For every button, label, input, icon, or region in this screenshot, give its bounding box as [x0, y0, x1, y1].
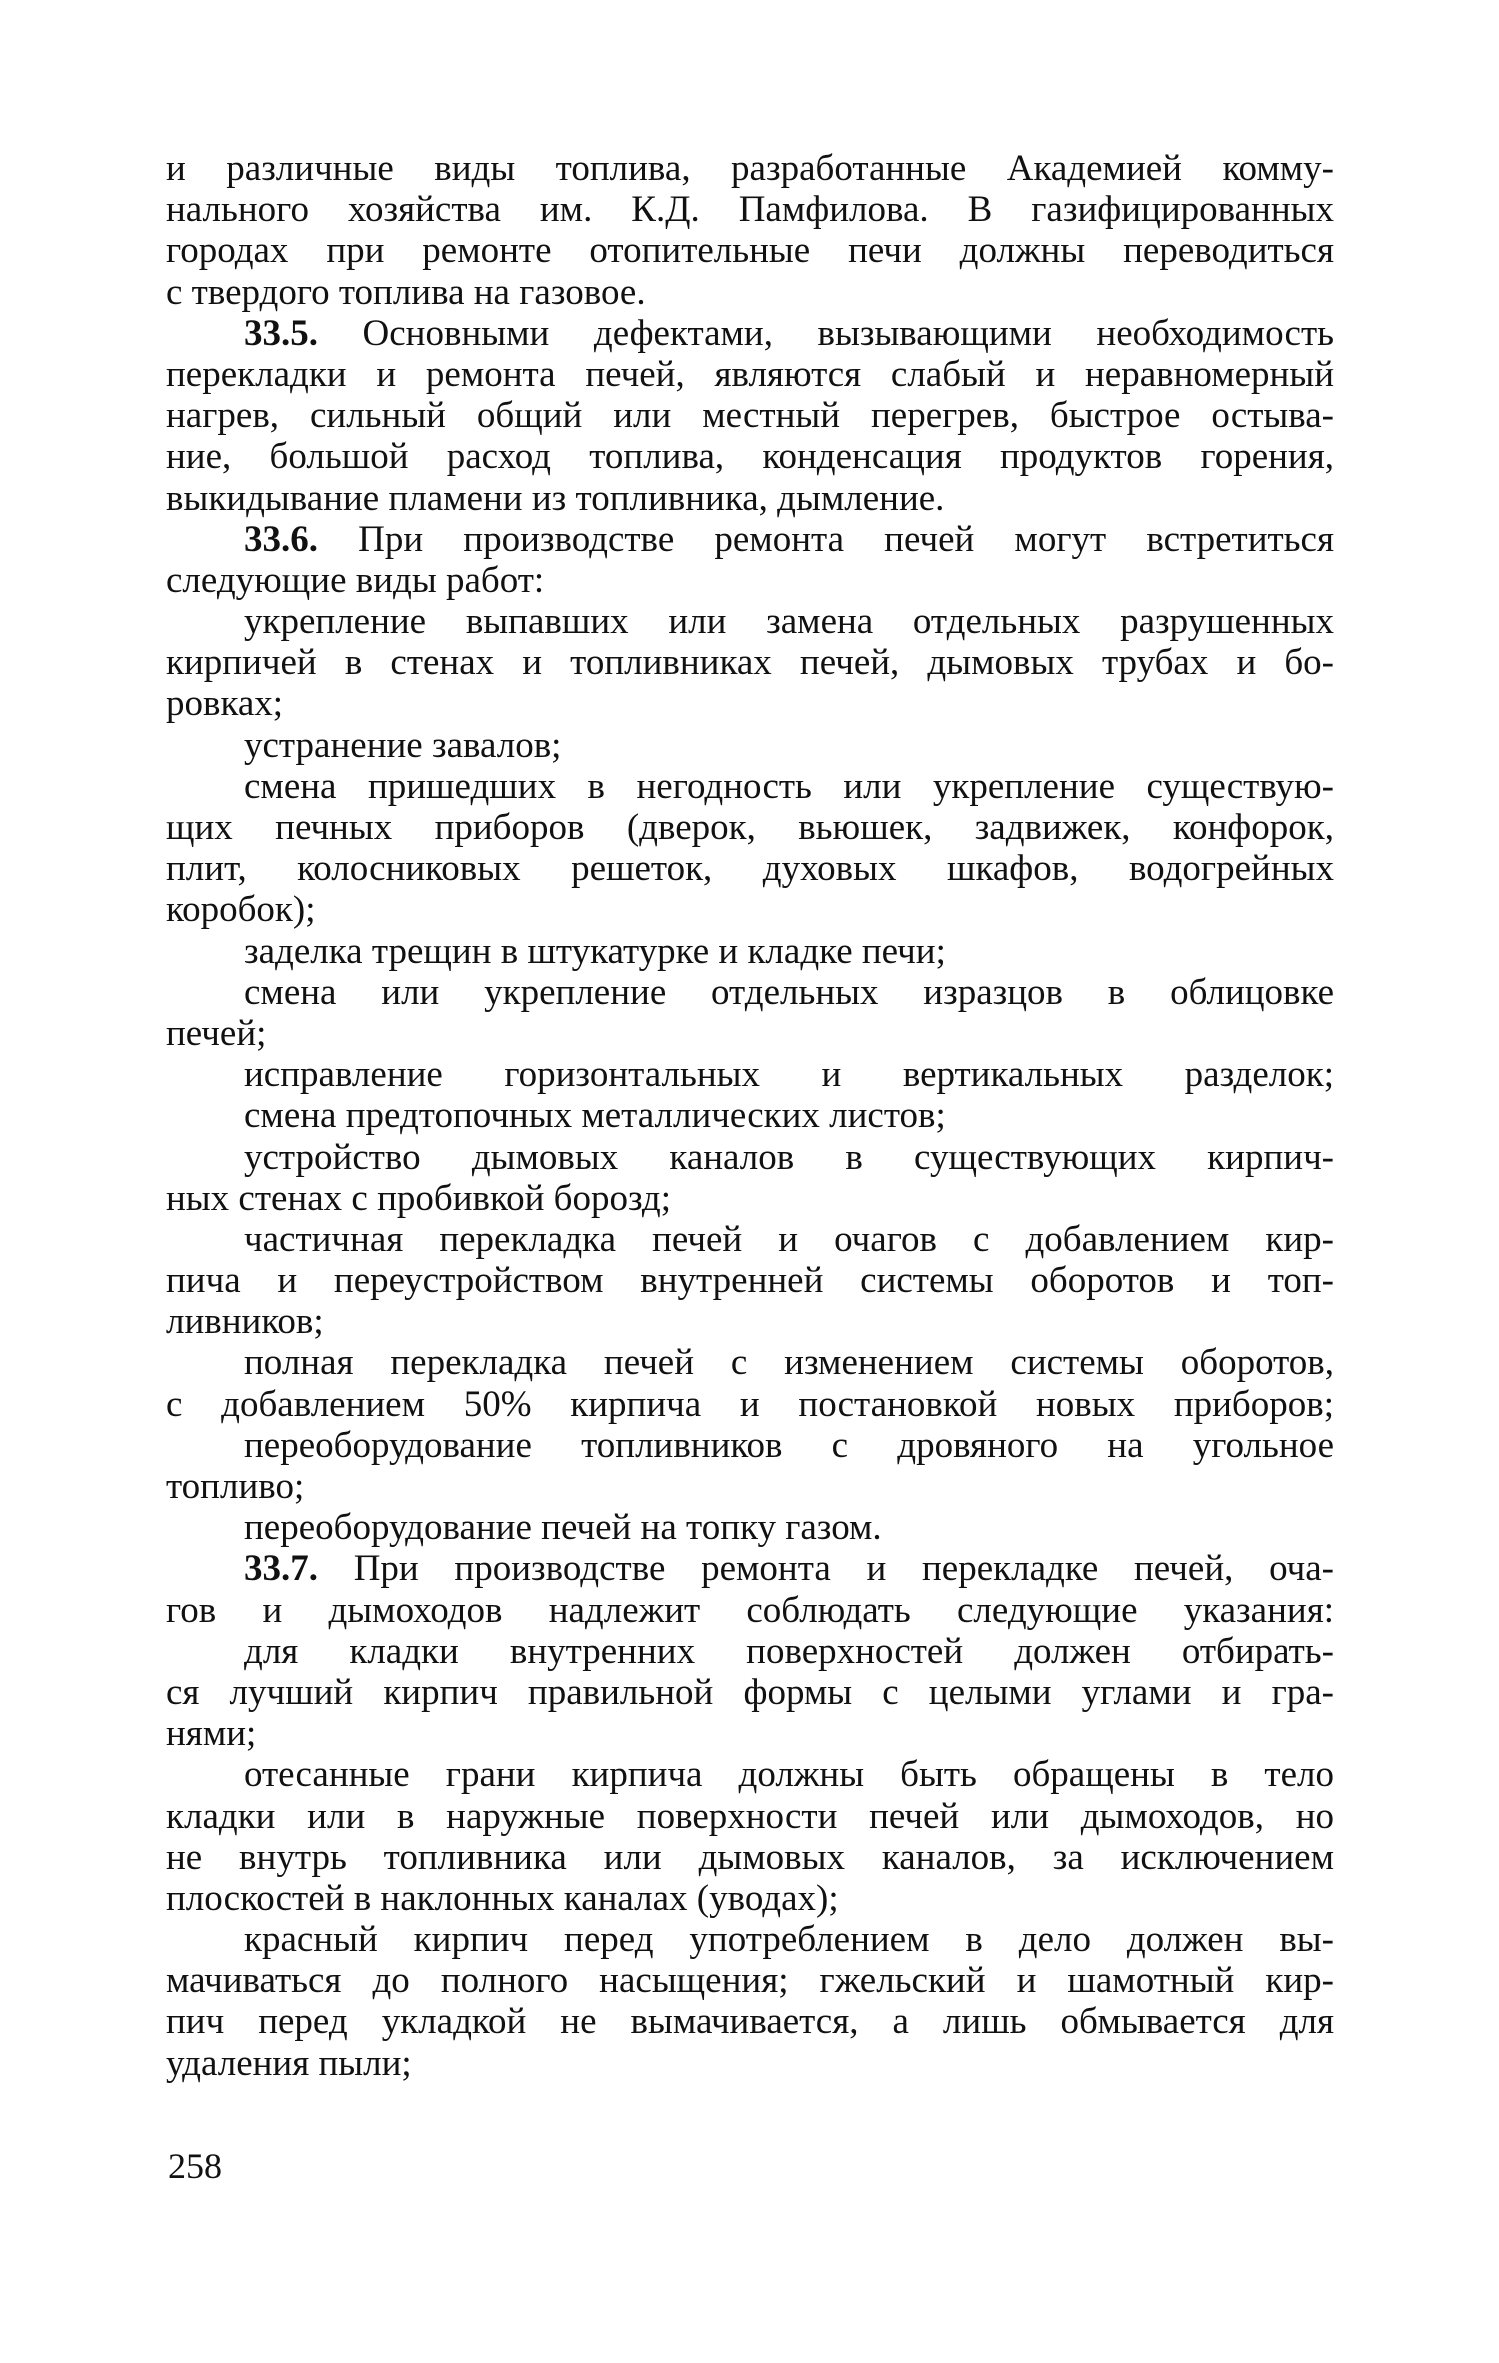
section-33-5-first-line	[166, 313, 1334, 354]
page-text	[166, 148, 1334, 2084]
page-number: 258	[168, 2146, 222, 2186]
list-item-line: для кладки внутренних поверхностей должен отбирать-	[244, 1630, 1334, 1672]
section-number: 33.5.	[244, 312, 318, 354]
text-line: городах при ремонте отопительные печи должны переводиться	[166, 230, 1334, 272]
list-item-line: переоборудование топливников с дровяного на угольное	[244, 1424, 1334, 1466]
list-item-line: смена предтопочных металлических листов;	[244, 1095, 946, 1137]
list-item-line: переоборудование печей на топку газом.	[244, 1507, 882, 1549]
text-line: кирпичей в стенах и топливниках печей, дымовых трубах и бо-	[166, 642, 1334, 684]
text-line: перекладки и ремонта печей, являются слабый и неравномерный	[166, 353, 1334, 395]
text-line: выкидывание пламени из топливника, дымление.	[166, 477, 945, 519]
list-item-line: устранение завалов;	[244, 724, 562, 766]
text-line: Основными дефектами, вызывающими необходимость	[318, 312, 1334, 354]
text-line: следующие виды работ:	[166, 559, 545, 601]
list-item-line: красный кирпич перед употреблением в дело должен вы-	[244, 1919, 1334, 1961]
text-line: коробок);	[166, 889, 316, 931]
text-line: ливников;	[166, 1301, 324, 1343]
list-item-line: смена или укрепление отдельных изразцов в облицовке	[244, 971, 1334, 1013]
text-line: ся лучший кирпич правильной формы с целыми углами и гра-	[166, 1671, 1334, 1713]
text-line: плоскостей в наклонных каналах (уводах);	[166, 1877, 839, 1919]
text-line: нального хозяйства им. К.Д. Памфилова. В газифицированных	[166, 189, 1334, 231]
text-line: ных стенах с пробивкой борозд;	[166, 1177, 671, 1219]
text-line: мачиваться до полного насыщения; гжельский и шамотный кир-	[166, 1960, 1334, 2002]
section-33-6-first-line	[166, 519, 1334, 560]
text-line: пича и переустройством внутренней системы оборотов и топ-	[166, 1260, 1334, 1302]
list-item-line: отесанные грани кирпича должны быть обращены в тело	[244, 1754, 1334, 1796]
text-line: ние, большой расход топлива, конденсация продуктов горения,	[166, 436, 1334, 478]
list-item-line: полная перекладка печей с изменением системы оборотов,	[244, 1342, 1334, 1384]
text-line: нагрев, сильный общий или местный перегрев, быстрое остыва-	[166, 395, 1334, 437]
list-item-line: устройство дымовых каналов в существующих кирпич-	[244, 1136, 1334, 1178]
text-line: и различные виды топлива, разработанные Академией комму-	[166, 148, 1334, 189]
list-item-line: частичная перекладка печей и очагов с добавлением кир-	[244, 1218, 1334, 1260]
section-number: 33.6.	[244, 518, 318, 560]
text-line: печей;	[166, 1012, 267, 1054]
section-number: 33.7.	[244, 1548, 318, 1590]
text-line: плит, колосниковых решеток, духовых шкафов, водогрейных	[166, 848, 1334, 890]
text-line: с добавлением 50% кирпича и постановкой новых приборов;	[166, 1383, 1334, 1425]
text-line: с твердого топлива на газовое.	[166, 271, 646, 313]
text-line: При производстве ремонта и перекладке печей, оча-	[318, 1548, 1334, 1590]
text-line: щих печных приборов (дверок, вьюшек, задвижек, конфорок,	[166, 807, 1334, 848]
text-line: не внутрь топливника или дымовых каналов, за исключением	[166, 1836, 1334, 1878]
section-33-7-first-line	[166, 1548, 1334, 1589]
text-line: удаления пыли;	[166, 2042, 412, 2084]
list-item-line: исправление горизонтальных и вертикальных разделок;	[244, 1054, 1334, 1096]
list-item-line: укрепление выпавших или замена отдельных разрушенных	[244, 601, 1334, 643]
text-line: кладки или в наружные поверхности печей или дымоходов, но	[166, 1795, 1334, 1837]
text-line: ровках;	[166, 683, 284, 725]
text-line: При производстве ремонта печей могут встретиться	[318, 518, 1334, 560]
text-line: нями;	[166, 1713, 257, 1755]
list-item-line: заделка трещин в штукатурке и кладке печи;	[244, 930, 946, 972]
text-line: пич перед укладкой не вымачивается, а лишь обмывается для	[166, 2001, 1334, 2043]
text-line: гов и дымоходов надлежит соблюдать следующие указания:	[166, 1589, 1334, 1631]
text-line: топливо;	[166, 1466, 305, 1507]
list-item-line: смена пришедших в негодность или укрепление существую-	[244, 765, 1334, 807]
